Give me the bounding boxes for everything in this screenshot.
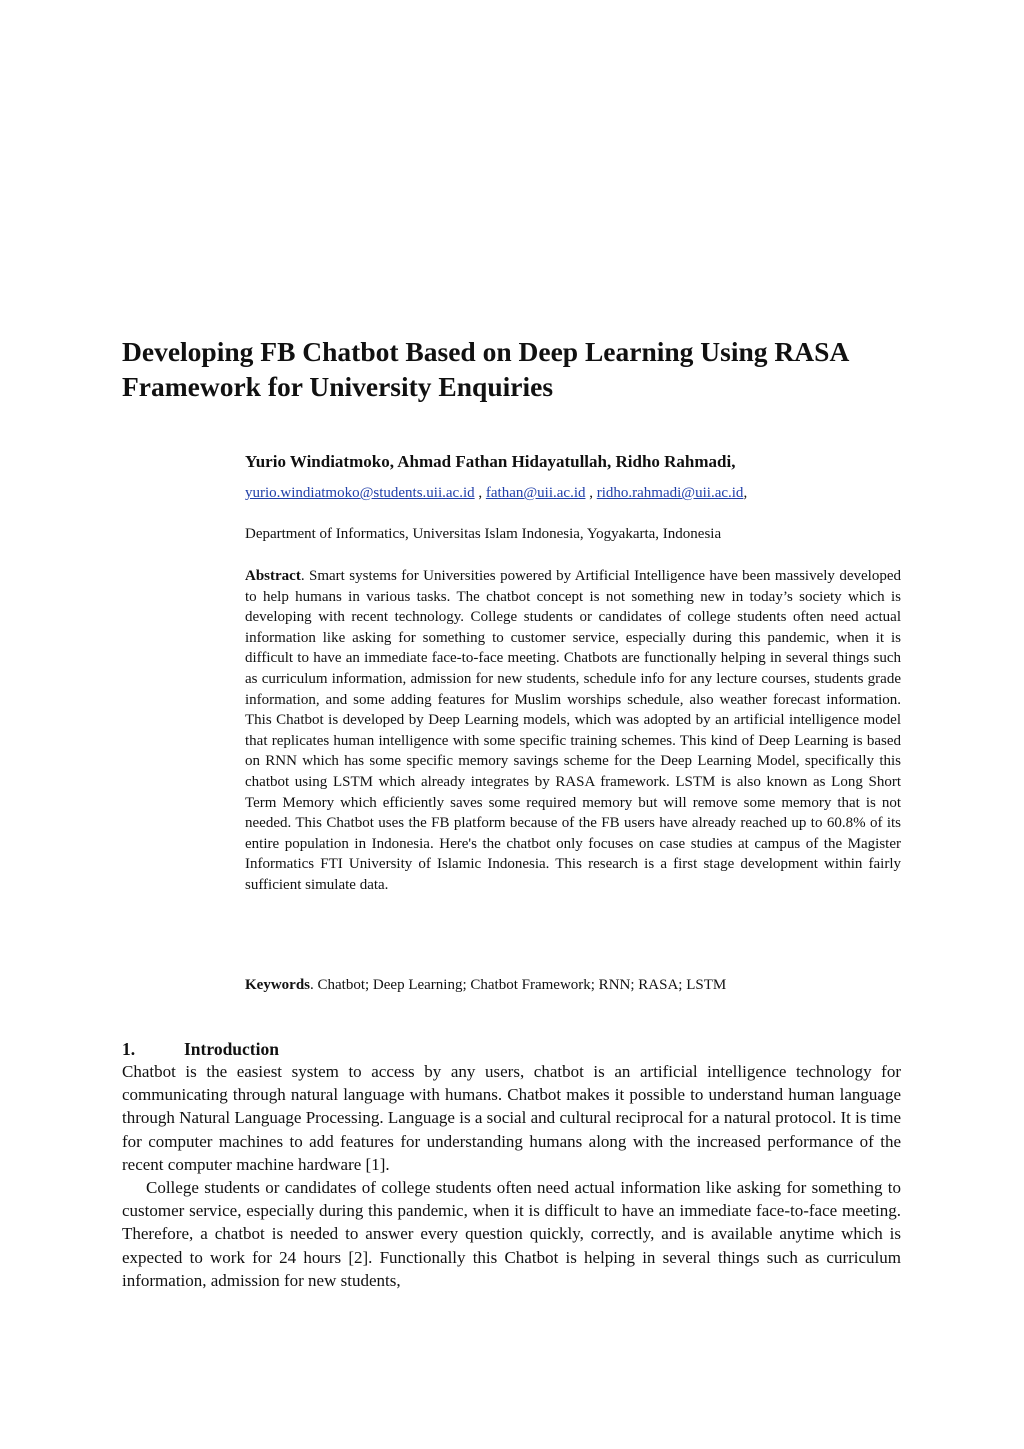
paragraph: Chatbot is the easiest system to access by any users, chatbot is an artificial intelligence technology for communicating through natural language with humans. Chatbot makes it possible to understand human language through Natural Language Processing. Language is a social and cultural reciprocal for a natural protocol. It is time for computer machines to add features for understanding humans along with the increased performance of the recent computer machine hardware [1]. — [122, 1062, 901, 1174]
abstract — [245, 566, 901, 896]
keywords — [245, 977, 726, 994]
abstract-text: . Smart systems for Universities powered by Artificial Intelligence have been massively developed to help humans in various tasks. The chatbot concept is not something new in today’s society which is developing with recent technology. College students or candidates of college students often need actual information like asking for something to customer service, especially during this pandemic, when it is difficult to have an immediate face-to-face meeting. Chatbots are functionally helping in several things such as curriculum information, admission for new students, schedule info for any lecture courses, students grade information, and some adding features for Muslim worships schedule, also weather forecast information. This Chatbot is developed by Deep Learning models, which was adopted by an artificial intelligence model that replicates human intelligence with some specific training schemes. This kind of Deep Learning is based on RNN which has some specific memory savings scheme for the Deep Learning Model, specifically this chatbot using LSTM which already integrates by RASA framework. LSTM is also known as Long Short Term Memory which efficiently saves some required memory but will remove some memory that is not needed. This Chatbot uses the FB platform because of the FB users have already reached up to 60.8% of its entire population in Indonesia. Here's the chatbot only focuses on case studies at campus of the Magister Informatics FTI University of Islamic Indonesia. This research is a first stage development within fairly sufficient simulate data. — [245, 568, 901, 893]
author-emails — [245, 485, 747, 502]
email-link-3[interactable]: ridho.rahmadi@uii.ac.id — [596, 485, 744, 501]
affiliation: Department of Informatics, Universitas Islam Indonesia, Yogyakarta, Indonesia — [245, 526, 722, 542]
email-link-1[interactable]: yurio.windiatmoko@students.uii.ac.id — [245, 485, 475, 501]
paragraph: College students or candidates of college students often need actual information like asking for something to customer service, especially during this pandemic, when it is difficult to have an immediate face-to-face meeting. Therefore, a chatbot is needed to answer every question quickly, correctly, and is available anytime which is expected to work for 24 hours [2]. Functionally this Chatbot is helping in several things such as curriculum information, admission for new students, — [122, 1178, 901, 1290]
paper-title: Developing FB Chatbot Based on Deep Learning Using RASA Framework for University Enquiries — [122, 336, 848, 402]
section-title: Introduction — [184, 1039, 279, 1059]
author-list: Yurio Windiatmoko, Ahmad Fathan Hidayatullah, Ridho Rahmadi, — [245, 452, 736, 471]
email-separator: , — [474, 485, 486, 501]
keywords-text: . Chatbot; Deep Learning; Chatbot Framework; RNN; RASA; LSTM — [310, 977, 727, 993]
keywords-label: Keywords — [245, 977, 310, 993]
section-number: 1. — [122, 1039, 136, 1059]
email-separator: , — [585, 485, 597, 501]
email-separator: , — [743, 485, 748, 501]
introduction-body — [122, 1060, 901, 1292]
email-link-2[interactable]: fathan@uii.ac.id — [485, 485, 586, 501]
abstract-label: Abstract — [245, 568, 301, 584]
section-heading — [122, 1039, 279, 1060]
